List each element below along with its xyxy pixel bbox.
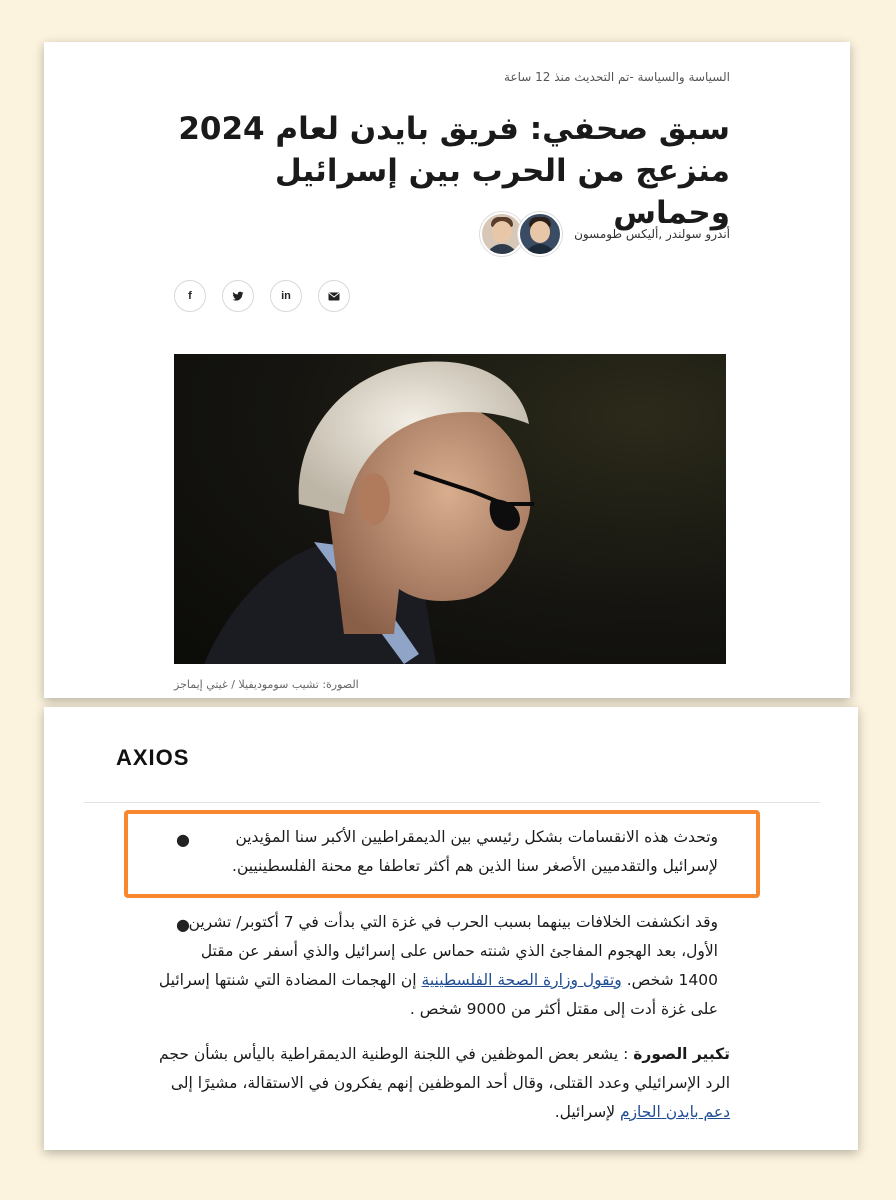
twitter-share-icon[interactable]: [222, 280, 254, 312]
headline: سبق صحفي: فريق بايدن لعام 2024 منزعج من الحرب بين إسرائيل وحماس: [178, 111, 730, 231]
photo-caption: الصورة: تشيب سوموديفيلا / غيتي إيماجز: [174, 678, 359, 691]
axios-logo[interactable]: AXIOS: [116, 745, 190, 770]
biden-support-link[interactable]: دعم بايدن الحازم: [619, 1103, 730, 1121]
bullet-text-1: وتحدث هذه الانقسامات بشكل رئيسي بين الديمقراطيين الأكبر سنا المؤيدين لإسرائيل والتقدميين الأصغر سنا الذين هم أكثر تعاطفا مع محنة الفلسطينيين.: [232, 828, 718, 875]
divider: [84, 802, 820, 803]
zoom-label: تكبير الصورة: [633, 1045, 730, 1063]
author-names: أندرو سولندر ,أليكس طومسون: [574, 227, 730, 241]
twitter-bird-icon: [232, 291, 244, 302]
share-row: [174, 280, 350, 312]
linkedin-share-icon[interactable]: in: [270, 280, 302, 312]
breadcrumb: السياسة والسياسة -تم التحديث منذ 12 ساعة: [504, 70, 730, 84]
email-share-icon[interactable]: [318, 280, 350, 312]
bullet2-text-end: إن الهجمات المضادة التي شنتها إسرائيل على غزة أدت إلى مقتل أكثر من 9000 شخص .: [158, 971, 718, 1018]
article-card: [44, 42, 850, 698]
bullet-text-2: [158, 908, 718, 1024]
bullet-dot-1: ●: [176, 830, 190, 849]
article-photo: [174, 354, 726, 664]
envelope-icon: [328, 292, 340, 301]
facebook-share-icon[interactable]: f: [174, 280, 206, 312]
author-avatar-2: [518, 212, 562, 256]
zoom-end: لإسرائيل.: [554, 1103, 620, 1121]
portrait-image: [174, 354, 726, 664]
zoom-text: : يشعر بعض الموظفين في اللجنة الوطنية الديمقراطية باليأس بشأن حجم الرد الإسرائيلي وعدد القتلى، وقال أحد الموظفين إنهم يفكرون في الاستقالة، مشيرًا إلى: [159, 1045, 730, 1092]
zoom-paragraph: [150, 1040, 730, 1127]
axios-card: [44, 707, 858, 1150]
bullet2-text-start: وقد انكشفت الخلافات بينهما بسبب الحرب في غزة التي بدأت في 7 أكتوبر/ تشرين الأول، بعد الهجوم المفاجئ الذي شنته حماس على إسرائيل والذي أسفر عن مقتل 1400 شخص.: [188, 913, 718, 989]
bullet-dot-2: ●: [176, 915, 190, 934]
health-ministry-link[interactable]: وتقول وزارة الصحة الفلسطينية: [421, 971, 622, 989]
author-row: [480, 212, 730, 256]
